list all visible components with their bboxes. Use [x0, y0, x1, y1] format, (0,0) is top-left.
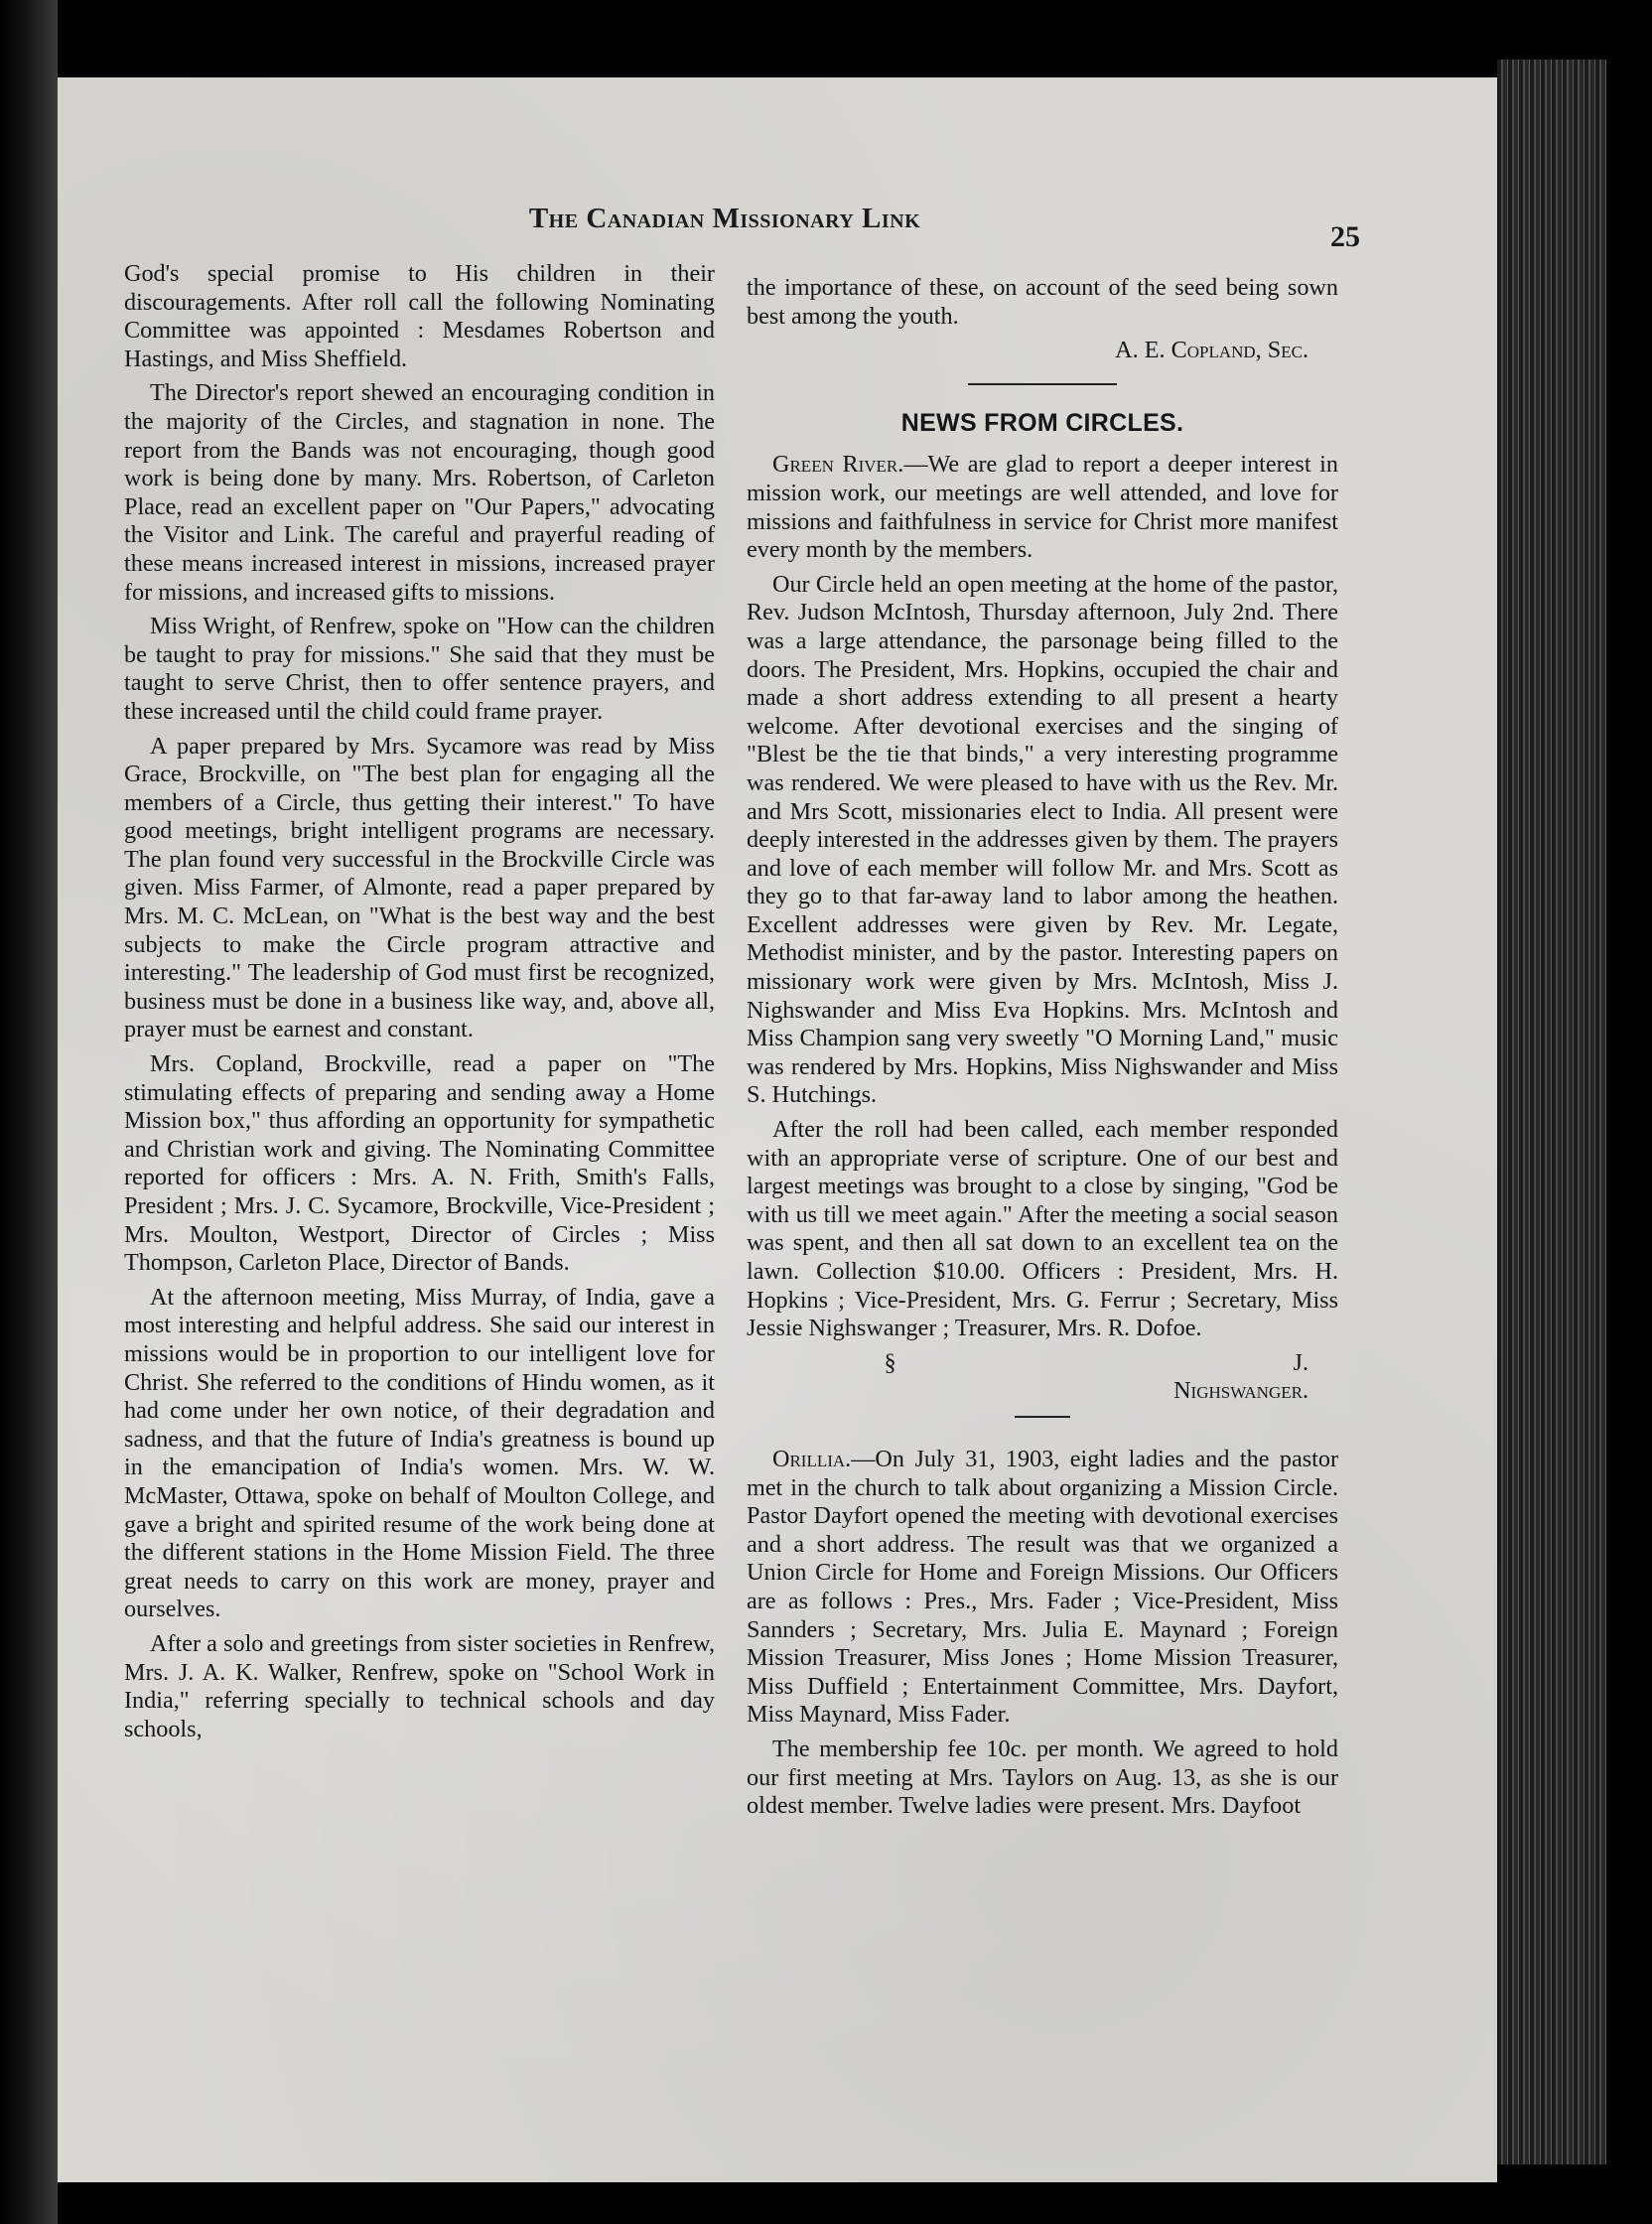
book-spine [0, 0, 58, 2224]
paragraph-text: —We are glad to report a deeper interest in mission work, our meetings are well attended, and love for missions and faithfulness in service for Christ more manifest every month by the members. [747, 451, 1338, 564]
paragraph: A paper prepared by Mrs. Sycamore was read by Miss Grace, Brockville, on "The best plan for engaging all the members of a Circle, thus getting their interest." To have good meetings, bright intelligent programs are necessary. The plan found very successful in the Brockville Circle was given. Miss Farmer, of Almonte, read a paper prepared by Mrs. M. C. McLean, on "What is the best way and the best subjects to make the Circle program attractive and interesting." The leadership of God must first be recognized, business must be done in a business like way, and, above all, prayer must be earnest and constant. [124, 732, 715, 1043]
paragraph [747, 1446, 1338, 1730]
paragraph: At the afternoon meeting, Miss Murray, of India, gave a most interesting and helpful address. She said our interest in missions would be in proportion to our intelligent love for Christ. She referred to the conditions of Hindu women, as it had come under her own notice, of their degradation and sadness, and that the future of India's greatness is bound up in the emancipation of India's women. Mrs. W. W. McMaster, Ottawa, spoke on behalf of Moulton College, and gave a bright and spirited resume of the work being done at the different stations in the Home Mission Field. The three great needs to carry on this work are money, prayer and ourselves. [124, 1283, 715, 1623]
paragraph: Our Circle held an open meeting at the home of the pastor, Rev. Judson McIntosh, Thursday afternoon, July 2nd. There was a large attendance, the parsonage being filled to the doors. The President, Mrs. Hopkins, occupied the chair and made a short address extending to all present a hearty welcome. After devotional exercises and the singing of "Blest be the tie that binds," a very interesting programme was rendered. We were pleased to have with us the Rev. Mr. and Mrs Scott, missionaries elect to India. All present were deeply interested in the addresses given by them. The prayers and love of each member will follow Mr. and Mrs. Scott as they go to that far-away land to labor among the heathen. Excellent addresses were given by Rev. Mr. Legate, Methodist minister, and by the pastor. Interesting papers on missionary work were given by Mrs. McIntosh, Miss J. Nighswander and Miss Eva Hopkins. Mrs. McIntosh and Miss Champion sang very sweetly "O Morning Land," music was rendered by Mrs. Hopkins, Miss Nighswander and Miss S. Hutchings. [747, 570, 1338, 1109]
paragraph [747, 451, 1338, 564]
paragraph: the importance of these, on account of the seed being sown best among the youth. [747, 274, 1338, 330]
paragraph: After a solo and greetings from sister societies in Renfrew, Mrs. J. A. K. Walker, Renfrew, spoke on "School Work in India," referring specially to technical schools and day schools, [124, 1629, 715, 1742]
signature: A. E. Copland, Sec. [1115, 337, 1308, 364]
paragraph: Mrs. Copland, Brockville, read a paper on "The stimulating effects of preparing and sending away a Home Mission box," thus affording an opportunity for sympathetic and Christian work and giving. The Nominating Committee reported for officers : Mrs. A. N. Frith, Smith's Falls, President ; Mrs. J. C. Sycamore, Brockville, Vice-President ; Mrs. Moulton, Westport, Director of Circles ; Miss Thompson, Carleton Place, Director of Bands. [124, 1050, 715, 1277]
divider [968, 383, 1117, 385]
page-edges [1497, 60, 1606, 2164]
section-heading: NEWS FROM CIRCLES. [900, 408, 1184, 437]
place-name: Orillia. [772, 1445, 852, 1472]
right-column [747, 274, 1338, 1827]
page-number: 25 [1330, 220, 1360, 253]
paragraph-text: —On July 31, 1903, eight ladies and the pastor met in the church to talk about organizing a Mission Circle. Pastor Dayfort opened the meeting with devotional exercises and a short address. The result was that we organized a Union Circle for Home and Foreign Missions. Our Officers are as follows : Pres., Mrs. Fader ; Vice-President, Miss Sannders ; Secretary, Mrs. Julia E. Maynard ; Foreign Mission Treasurer, Miss Jones ; Home Mission Treasurer, Miss Duffield ; Entertainment Committee, Mrs. Dayfort, Miss Maynard, Miss Fader. [747, 1445, 1338, 1729]
running-header: The Canadian Missionary Link [528, 203, 921, 234]
paragraph: God's special promise to His children in their discouragements. After roll call the following Nominating Committee was appointed : Mesdames Robertson and Hastings, and Miss Sheffield. [124, 260, 715, 372]
paragraph: After the roll had been called, each member responded with an appropriate verse of scripture. One of our best and largest meetings was brought to a close by singing, "God be with us till we meet again." After the meeting a social season was spent, and then all sat down to an excellent tea on the lawn. Collection $10.00. Officers : President, Mrs. H. Hopkins ; Vice-President, Mrs. G. Ferrur ; Secretary, Miss Jessie Nighswanger ; Treasurer, Mrs. R. Dofoe. [747, 1116, 1338, 1342]
place-name: Green River. [772, 451, 904, 479]
divider [1015, 1416, 1070, 1418]
paragraph: The Director's report shewed an encouraging condition in the majority of the Circles, and stagnation in none. The report from the Bands was not encouraging, though good work is being done by many. Mrs. Robertson, of Carleton Place, read an excellent paper on "Our Papers," advocating the Visitor and Link. The careful and prayerful reading of these means increased interest in missions, increased prayer for missions, and increased gifts to missions. [124, 379, 715, 606]
paragraph: Miss Wright, of Renfrew, spoke on "How can the children be taught to pray for missions." She said that they must be taught to serve Christ, then to offer sentence prayers, and these increased until the child could frame prayer. [124, 613, 715, 725]
signature [747, 1349, 1338, 1406]
left-column [124, 260, 715, 1749]
paragraph: The membership fee 10c. per month. We agreed to hold our first meeting at Mrs. Taylors on Aug. 13, as she is our oldest member. Twelve ladies were present. Mrs. Dayfoot [747, 1735, 1338, 1820]
signature-name: J. Nighswanger. [1173, 1348, 1308, 1405]
margin-mark: § [884, 1348, 896, 1376]
